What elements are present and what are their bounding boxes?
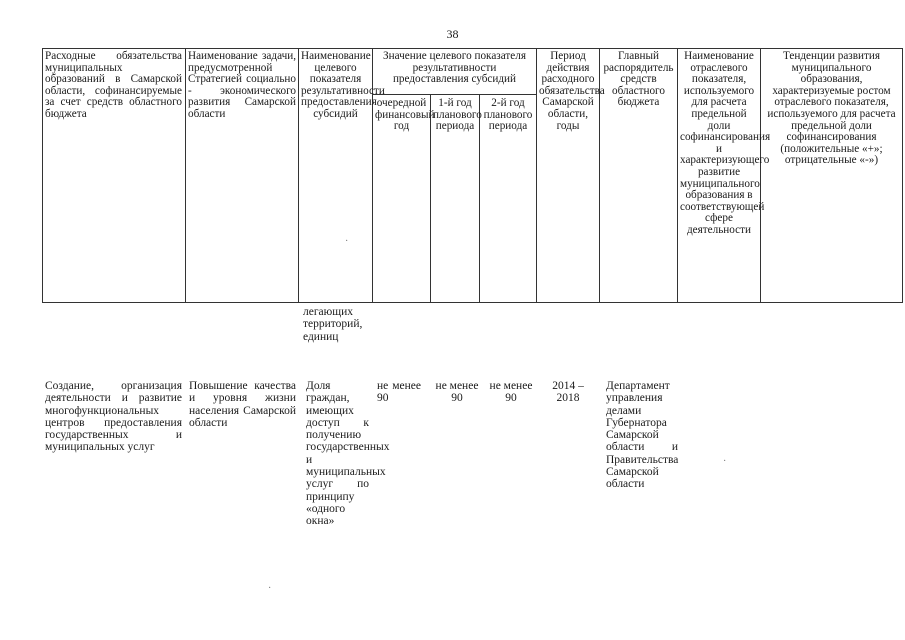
row-value-plan-year-2: не менее 90 (489, 380, 533, 405)
header-expense-obligations: Расходные обязательства муниципальных образований в Самарской области, софинансируемые за счет средств областного бюджета (45, 50, 182, 120)
subcolumn-divider (430, 94, 431, 303)
row-chief-manager: Департамент управления делами Губернатора Самарской области и Правительства Самарской области (606, 380, 679, 491)
row-expense-obligation: Создание, организация деятельности и развитие многофункциональных центров предоставления государственных и муниципальных услуг (45, 380, 182, 454)
header-plan-year-1: 1-й год планового периода (433, 97, 482, 133)
column-divider (536, 48, 537, 303)
header-indicator-value-group: Значение целевого показателя результативности предоставления субсидий (383, 50, 526, 86)
row-task: Повышение качества и уровня жизни населения Самарской области (189, 380, 296, 429)
column-divider (298, 48, 299, 303)
header-task-name: Наименование задачи, предусмотренной Стратегией социально - экономического развития Самарской области (188, 50, 296, 120)
header-period: Период действия расходного обязательства Самарской области, годы (539, 50, 605, 132)
carryover-text: легающих территорий, единиц (303, 306, 363, 343)
column-divider (677, 48, 678, 303)
header-development-trends: Тенденции развития муниципального образования, характеризуемые ростом отраслевого показателя, используемого для расчета предельной доли софинансирования (положительные «+»; отрицательные «-») (767, 50, 896, 167)
group-divider (372, 94, 536, 95)
table-border-left (42, 48, 43, 303)
row-value-current-year: не менее 90 (377, 380, 421, 405)
table-border-right (902, 48, 903, 303)
page-number: 38 (446, 27, 459, 41)
header-chief-manager: Главный распорядитель средств областного бюджета (603, 50, 674, 109)
scan-speck: · (268, 583, 272, 594)
table-border-top (42, 48, 903, 49)
row-value-plan-year-1: не менее 90 (435, 380, 479, 405)
row-target-indicator: Доля граждан, имеющих доступ к получению государственных и муниципальных услуг по принципу «одного окна» (306, 380, 390, 528)
header-sector-indicator: Наименование отраслевого показателя, используемого для расчета предельной доли софинансирования и характеризующего развитие муниципального образования в соответствующей сфере деятельности (680, 50, 771, 236)
header-plan-year-2: 2-й год планового периода (483, 97, 533, 133)
column-divider (760, 48, 761, 303)
header-current-year: очередной финансовый год (375, 97, 435, 133)
row-period: 2014 – 2018 (552, 380, 584, 405)
subcolumn-divider (479, 94, 480, 303)
scan-speck: · (723, 456, 727, 467)
table-header (42, 48, 903, 303)
table-border-bottom (42, 302, 903, 303)
header-target-indicator: Наименование целевого показателя результативности предоставления субсидий (301, 50, 385, 120)
scan-speck: · (345, 236, 349, 247)
column-divider (185, 48, 186, 303)
